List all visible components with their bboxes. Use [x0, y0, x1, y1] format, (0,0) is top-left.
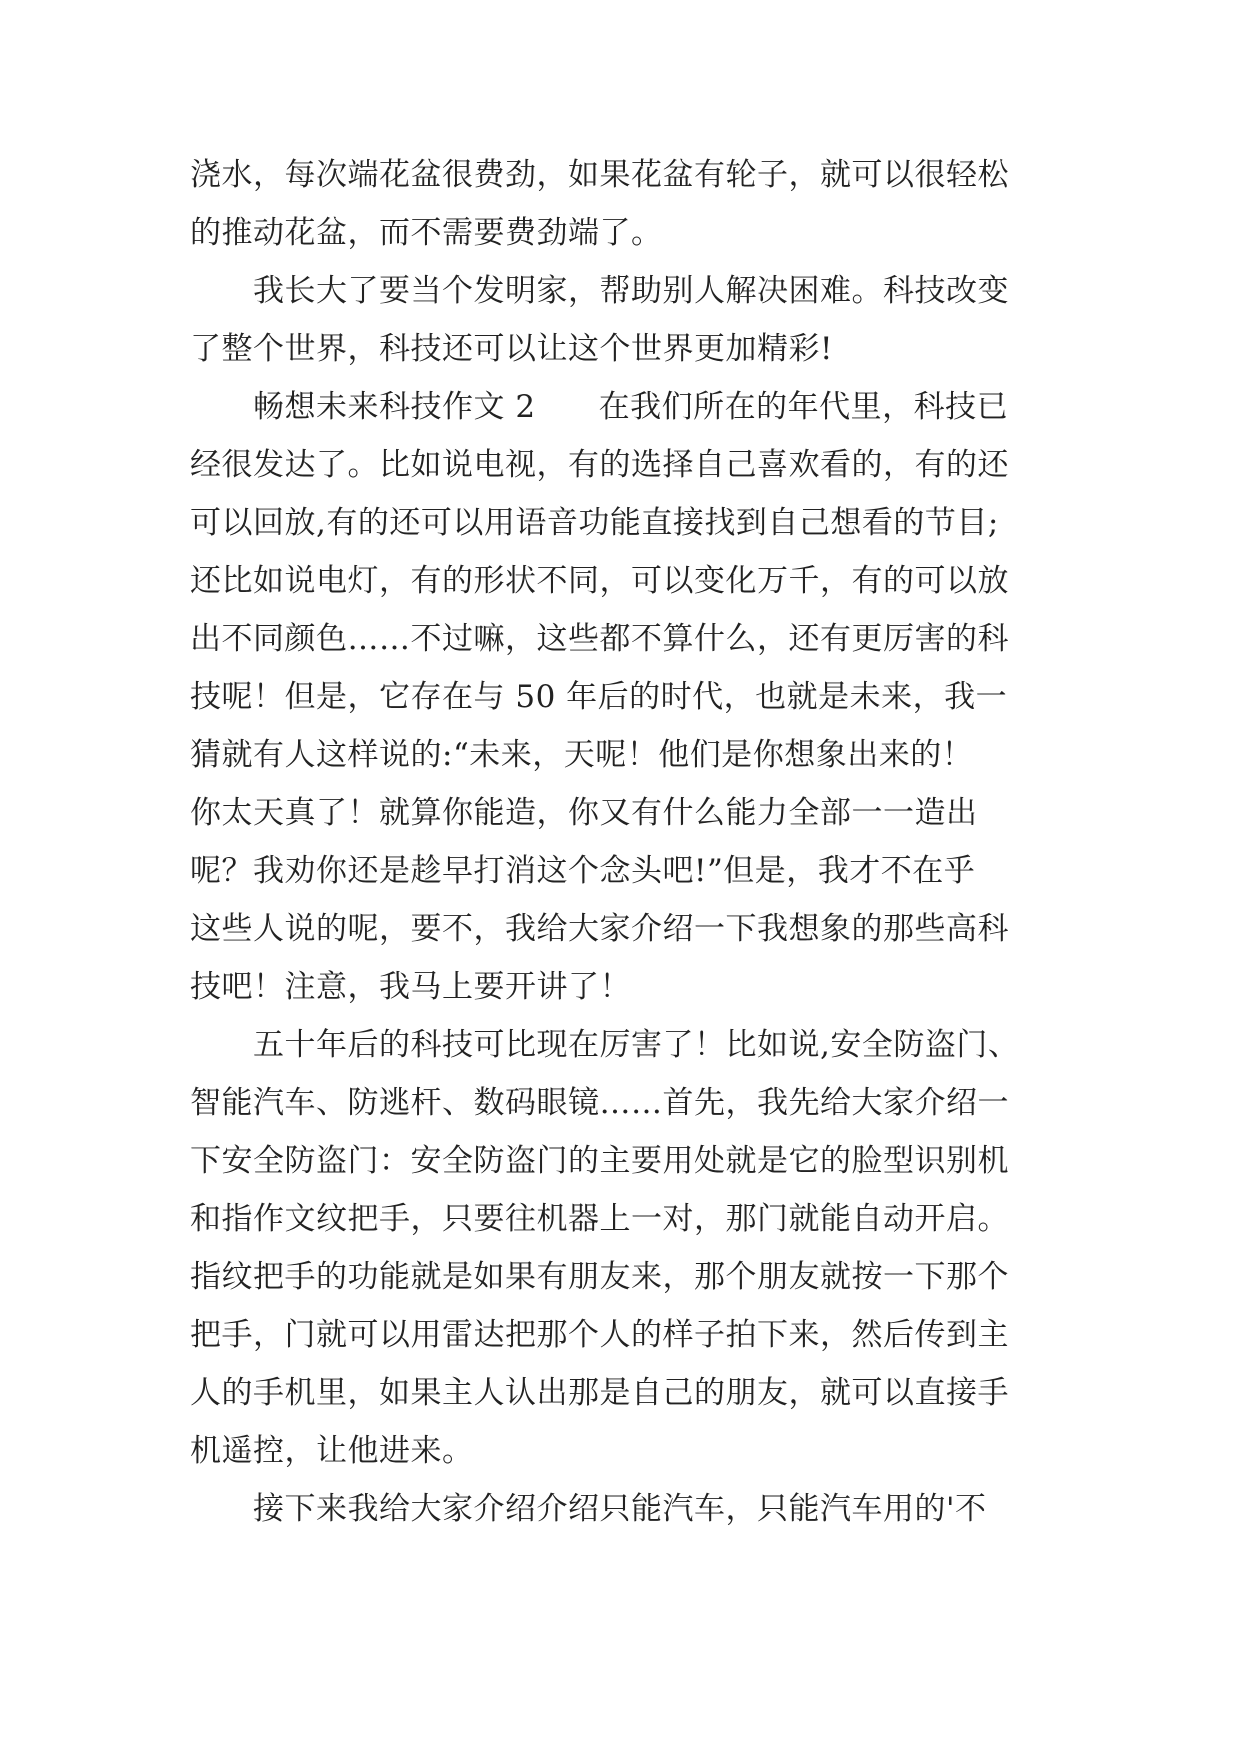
text-line: 我长大了要当个发明家，帮助别人解决困难。科技改变	[190, 273, 1009, 309]
text-line: 出不同颜色……不过嘛，这些都不算什么，还有更厉害的科	[190, 621, 1009, 657]
text-line: 智能汽车、防逃杆、数码眼镜……首先，我先给大家介绍一	[190, 1085, 1009, 1121]
text-line: 畅想未来科技作文 2 在我们所在的年代里，科技已	[190, 389, 1009, 425]
text-line: 的推动花盆，而不需要费劲端了。	[190, 215, 663, 251]
text-line: 机遥控，让他进来。	[190, 1433, 474, 1469]
text-line: 技吧！注意，我马上要开讲了！	[190, 969, 631, 1005]
text-line: 这些人说的呢，要不，我给大家介绍一下我想象的那些高科	[190, 911, 1009, 947]
text-line: 经很发达了。比如说电视，有的选择自己喜欢看的，有的还	[190, 447, 1009, 483]
text-line: 技呢！但是，它存在与 50 年后的时代，也就是未来，我一	[190, 679, 1008, 715]
text-line: 了整个世界，科技还可以让这个世界更加精彩!	[190, 331, 833, 367]
text-line: 指纹把手的功能就是如果有朋友来，那个朋友就按一下那个	[190, 1259, 1009, 1295]
text-line: 下安全防盗门：安全防盗门的主要用处就是它的脸型识别机	[190, 1143, 1009, 1179]
text-line: 和指作文纹把手，只要往机器上一对，那门就能自动开启。	[190, 1201, 1009, 1237]
text-line: 把手，门就可以用雷达把那个人的样子拍下来，然后传到主	[190, 1317, 1009, 1353]
text-line: 可以回放,有的还可以用语音功能直接找到自己想看的节目;	[190, 505, 999, 541]
text-line: 浇水，每次端花盆很费劲，如果花盆有轮子，就可以很轻松	[190, 157, 1009, 193]
text-line: 猜就有人这样说的:“未来，天呢！他们是你想象出来的！	[190, 737, 974, 773]
text-line: 五十年后的科技可比现在厉害了！比如说,安全防盗门、	[190, 1027, 1020, 1063]
text-line: 人的手机里，如果主人认出那是自己的朋友，就可以直接手	[190, 1375, 1009, 1411]
text-line: 呢？我劝你还是趁早打消这个念头吧!”但是，我才不在乎	[190, 853, 976, 889]
text-line: 你太天真了！就算你能造，你又有什么能力全部一一造出	[190, 795, 978, 831]
text-line: 接下来我给大家介绍介绍只能汽车，只能汽车用的'不	[190, 1491, 987, 1527]
text-line: 还比如说电灯，有的形状不同，可以变化万千，有的可以放	[190, 563, 1009, 599]
